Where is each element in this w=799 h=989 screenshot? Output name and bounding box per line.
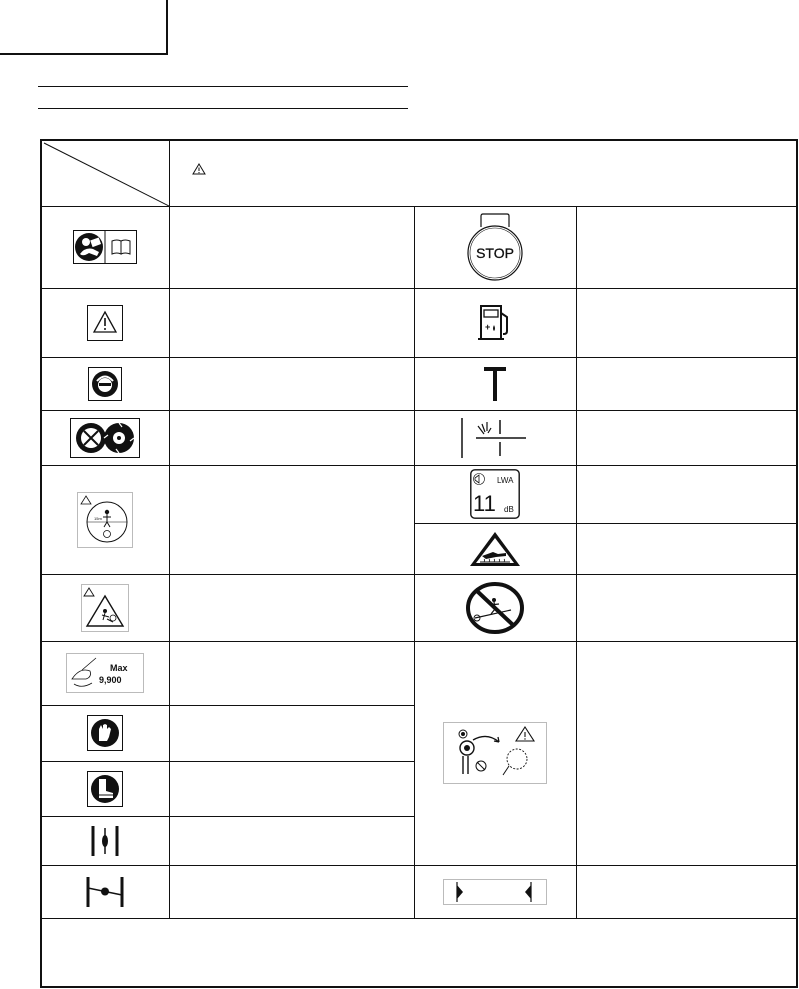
lwa-label: LWA xyxy=(497,476,514,485)
max-label: Max xyxy=(109,663,128,673)
boots-icon xyxy=(40,761,169,816)
header-cell xyxy=(192,163,782,175)
lwa-unit: dB xyxy=(504,505,514,514)
stop-switch-icon xyxy=(414,206,576,288)
hot-surface-icon xyxy=(414,523,576,574)
gloves-icon xyxy=(40,705,169,761)
throttle-lever-horizontal-icon xyxy=(40,865,169,918)
col-divider-1 xyxy=(169,139,170,918)
stop-label: STOP xyxy=(476,245,514,261)
svg-text:+: + xyxy=(485,321,491,332)
no-saw-blade-icon xyxy=(414,574,576,641)
symbols-table xyxy=(40,139,799,989)
read-manual-icon xyxy=(40,206,169,288)
max-value: 9,900 xyxy=(98,675,122,685)
header-diagonal xyxy=(40,139,169,206)
warning-triangle-icon xyxy=(40,288,169,357)
corner-tab-box xyxy=(0,0,168,55)
blade-types-icon xyxy=(40,410,169,465)
blade-thrust-icon xyxy=(414,641,576,865)
t-handle-icon xyxy=(414,357,576,410)
sound-power-level-icon xyxy=(414,465,576,523)
warning-triangle-icon xyxy=(192,163,206,175)
fuel-pump-icon xyxy=(414,288,576,357)
svg-text:15m: 15m xyxy=(93,515,102,521)
col-divider-3 xyxy=(576,206,577,918)
max-speed-icon xyxy=(40,641,169,705)
choke-icon xyxy=(414,410,576,465)
title-underline-2 xyxy=(38,108,408,109)
hearing-eye-protection-icon xyxy=(40,357,169,410)
title-underline-1 xyxy=(38,86,408,87)
lwa-value: 11 xyxy=(473,491,496,516)
thrown-objects-icon xyxy=(40,574,169,641)
row-line xyxy=(40,918,798,919)
mixing-ratio-icon xyxy=(414,865,576,918)
bystander-distance-icon xyxy=(40,465,169,574)
throttle-lever-vertical-icon xyxy=(40,816,169,865)
